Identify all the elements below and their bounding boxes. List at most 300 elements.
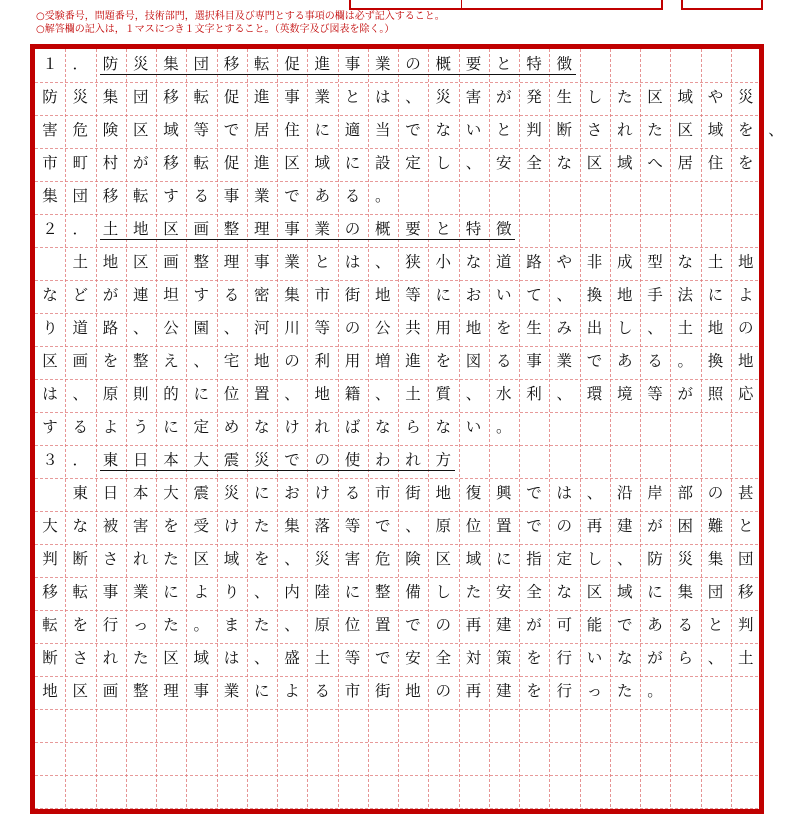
answer-char: の: [435, 682, 451, 700]
answer-char: を: [253, 550, 270, 568]
answer-char: 集: [677, 583, 693, 601]
answer-char: 害: [42, 121, 58, 139]
answer-char: 、: [465, 385, 482, 403]
answer-char: 利: [314, 352, 330, 370]
answer-char: た: [253, 517, 270, 535]
answer-char: 手: [647, 286, 663, 304]
answer-char: 画: [193, 220, 209, 238]
answer-char: 判: [526, 121, 542, 139]
answer-line[interactable]: [35, 280, 759, 313]
answer-char: の: [344, 319, 361, 337]
answer-char: を: [737, 121, 754, 139]
answer-char: 業: [223, 682, 240, 700]
answer-char: 水: [495, 385, 512, 403]
answer-char: 市: [42, 154, 58, 172]
answer-char: 。: [647, 682, 663, 700]
answer-char: し: [616, 319, 633, 337]
answer-sheet: [30, 44, 784, 814]
answer-char: 備: [405, 583, 421, 601]
answer-char: 。: [193, 616, 209, 634]
answer-char: 。: [495, 418, 512, 436]
answer-char: 住: [284, 121, 300, 139]
answer-char: 、: [374, 253, 391, 271]
answer-char: 地: [102, 253, 119, 271]
answer-char: 進: [253, 88, 270, 106]
answer-char: 定: [556, 550, 572, 568]
answer-char: 、: [253, 649, 270, 667]
answer-char: 道: [72, 319, 88, 337]
answer-char: い: [465, 121, 482, 139]
answer-char: け: [314, 484, 330, 502]
answer-line[interactable]: [35, 82, 759, 115]
answer-char: 業: [314, 88, 330, 106]
answer-char: ２: [42, 220, 58, 238]
answer-char: に: [253, 682, 270, 700]
answer-char: 置: [495, 517, 512, 535]
answer-char: た: [163, 616, 179, 634]
answer-char: 町: [72, 154, 88, 172]
answer-char: の: [405, 55, 421, 73]
answer-char: 行: [102, 616, 119, 634]
answer-char: 定: [193, 418, 209, 436]
answer-char: 籍: [344, 385, 361, 403]
answer-char: に: [647, 583, 663, 601]
answer-char: 岸: [647, 484, 663, 502]
answer-char: 移: [102, 187, 119, 205]
answer-char: う: [132, 418, 149, 436]
answer-char: は: [556, 484, 572, 502]
answer-char: な: [42, 286, 58, 304]
answer-char: り: [223, 583, 240, 601]
answer-char: 地: [465, 319, 482, 337]
answer-char: わ: [374, 451, 391, 469]
answer-char: お: [284, 484, 300, 502]
answer-char: 型: [647, 253, 663, 271]
answer-char: 業: [253, 187, 270, 205]
answer-char: 、: [374, 385, 391, 403]
answer-char: る: [193, 187, 209, 205]
answer-char: 困: [677, 517, 693, 535]
instruction-line-2: ○解答欄の記入は，１マスにつき１文字とすること。（英数字及び図表を除く。）: [36, 24, 395, 35]
answer-char: 概: [435, 55, 451, 73]
answer-char: 転: [253, 55, 270, 73]
answer-char: 、: [72, 385, 88, 403]
answer-char: で: [526, 517, 542, 535]
answer-char: 用: [344, 352, 361, 370]
answer-char: 陸: [314, 583, 330, 601]
answer-char: 定: [405, 154, 421, 172]
answer-char: 建: [495, 616, 512, 634]
answer-char: 村: [102, 154, 119, 172]
header-field-box-2[interactable]: [681, 0, 763, 10]
answer-char: 団: [72, 187, 88, 205]
answer-line[interactable]: [35, 181, 759, 214]
answer-char: 集: [42, 187, 58, 205]
answer-char: 土: [102, 220, 119, 238]
answer-char: な: [556, 154, 572, 172]
answer-char: る: [495, 352, 512, 370]
answer-char: 園: [193, 319, 209, 337]
answer-char: ら: [677, 649, 693, 667]
answer-char: は: [344, 253, 361, 271]
answer-char: 整: [132, 352, 149, 370]
answer-char: 方: [435, 451, 451, 469]
answer-line[interactable]: [35, 577, 759, 610]
answer-char: 土: [405, 385, 421, 403]
answer-char: 東: [72, 484, 88, 502]
answer-char: る: [314, 682, 330, 700]
header-field-box-1[interactable]: [349, 0, 663, 10]
answer-char: 進: [405, 352, 421, 370]
answer-char: ．: [72, 220, 88, 238]
answer-line[interactable]: [35, 610, 759, 643]
answer-char: 用: [435, 319, 451, 337]
answer-char: 理: [223, 253, 240, 271]
answer-char: 生: [556, 88, 572, 106]
answer-char: 安: [495, 583, 512, 601]
answer-char: し: [435, 154, 451, 172]
answer-char: 特: [465, 220, 482, 238]
answer-char: 域: [465, 550, 482, 568]
answer-char: 、: [284, 550, 300, 568]
answer-char: 区: [163, 220, 179, 238]
answer-char: る: [72, 418, 88, 436]
answer-char: 日: [132, 451, 149, 469]
answer-char: 能: [586, 616, 603, 634]
answer-char: 害: [465, 88, 482, 106]
answer-char: 照: [707, 385, 724, 403]
answer-char: 転: [72, 583, 88, 601]
answer-char: 可: [556, 616, 572, 634]
answer-char: え: [163, 352, 179, 370]
answer-char: 指: [526, 550, 542, 568]
answer-char: が: [132, 154, 149, 172]
answer-char: や: [556, 253, 572, 271]
answer-char: 画: [102, 682, 119, 700]
answer-char: 域: [314, 154, 330, 172]
answer-char: 復: [465, 484, 482, 502]
answer-char: 断: [42, 649, 58, 667]
answer-char: 成: [616, 253, 633, 271]
answer-char: れ: [132, 550, 149, 568]
answer-char: あ: [314, 187, 330, 205]
answer-line[interactable]: [35, 445, 759, 478]
answer-char: 特: [526, 55, 542, 73]
answer-char: 、: [556, 286, 572, 304]
answer-char: 災: [435, 88, 451, 106]
answer-char: 、: [556, 385, 572, 403]
answer-char: 市: [374, 484, 391, 502]
answer-char: 団: [193, 55, 209, 73]
answer-char: よ: [284, 682, 300, 700]
answer-char: ど: [72, 286, 88, 304]
answer-char: 本: [132, 484, 149, 502]
answer-char: た: [465, 583, 482, 601]
answer-char: 地: [707, 319, 724, 337]
answer-char: の: [344, 220, 361, 238]
answer-line[interactable]: [35, 742, 759, 775]
answer-char: 区: [677, 121, 693, 139]
answer-char: 図: [465, 352, 482, 370]
answer-char: 業: [284, 253, 300, 271]
answer-char: へ: [647, 154, 663, 172]
answer-char: 域: [616, 583, 633, 601]
answer-char: 則: [132, 385, 149, 403]
answer-char: な: [465, 253, 482, 271]
answer-char: 受: [193, 517, 209, 535]
answer-char: 転: [193, 88, 209, 106]
answer-char: 地: [253, 352, 270, 370]
answer-char: 画: [163, 253, 179, 271]
answer-char: た: [163, 550, 179, 568]
answer-char: 区: [435, 550, 451, 568]
answer-char: な: [374, 418, 391, 436]
answer-line[interactable]: [35, 412, 759, 445]
answer-char: 区: [42, 352, 58, 370]
answer-char: 徴: [495, 220, 512, 238]
answer-char: よ: [102, 418, 119, 436]
answer-char: 等: [314, 319, 330, 337]
answer-char: の: [435, 616, 451, 634]
answer-char: な: [253, 418, 270, 436]
answer-char: 災: [72, 88, 88, 106]
answer-char: さ: [586, 121, 603, 139]
answer-char: よ: [737, 286, 754, 304]
answer-char: 土: [737, 649, 754, 667]
answer-char: よ: [193, 583, 209, 601]
answer-line[interactable]: [35, 313, 759, 346]
answer-char: 路: [102, 319, 119, 337]
answer-char: 、: [616, 550, 633, 568]
answer-char: 大: [42, 517, 58, 535]
answer-char: 移: [223, 55, 240, 73]
answer-line[interactable]: [35, 643, 759, 676]
answer-char: 地: [132, 220, 149, 238]
answer-char: お: [465, 286, 482, 304]
header-field-divider: [461, 0, 462, 8]
answer-char: 位: [344, 616, 361, 634]
answer-char: 移: [737, 583, 754, 601]
answer-char: 建: [495, 682, 512, 700]
answer-char: 進: [314, 55, 330, 73]
answer-char: で: [284, 451, 300, 469]
answer-char: 被: [102, 517, 119, 535]
answer-char: 路: [526, 253, 542, 271]
answer-char: 策: [495, 649, 512, 667]
answer-char: 環: [586, 385, 603, 403]
answer-char: い: [586, 649, 603, 667]
answer-char: 等: [344, 649, 361, 667]
answer-line[interactable]: [35, 544, 759, 577]
answer-char: 。: [677, 352, 693, 370]
answer-char: 生: [526, 319, 542, 337]
answer-line[interactable]: [35, 346, 759, 379]
answer-char: の: [284, 352, 300, 370]
answer-char: 置: [253, 385, 270, 403]
answer-char: 行: [556, 682, 572, 700]
answer-char: 断: [556, 121, 572, 139]
answer-char: １: [42, 55, 58, 73]
answer-char: 川: [284, 319, 300, 337]
answer-char: 要: [465, 55, 482, 73]
answer-char: 土: [72, 253, 88, 271]
answer-char: を: [737, 154, 754, 172]
answer-line[interactable]: [35, 247, 759, 280]
answer-char: 等: [193, 121, 209, 139]
answer-line[interactable]: [35, 709, 759, 742]
answer-line[interactable]: [35, 115, 784, 148]
instructions: [36, 10, 736, 36]
answer-char: な: [556, 583, 572, 601]
answer-char: 盛: [284, 649, 300, 667]
answer-char: は: [42, 385, 58, 403]
answer-char: 事: [284, 220, 300, 238]
answer-char: 害: [344, 550, 361, 568]
answer-char: で: [223, 121, 240, 139]
answer-char: 土: [677, 319, 693, 337]
answer-char: に: [193, 385, 209, 403]
answer-char: 部: [677, 484, 693, 502]
answer-char: 安: [405, 649, 421, 667]
answer-char: 密: [253, 286, 270, 304]
answer-char: 、: [586, 484, 603, 502]
answer-char: 、: [284, 385, 300, 403]
answer-char: に: [495, 550, 512, 568]
answer-char: な: [72, 517, 88, 535]
answer-char: 域: [707, 121, 724, 139]
answer-char: を: [102, 352, 119, 370]
answer-line[interactable]: [35, 214, 759, 247]
answer-char: 、: [223, 319, 240, 337]
answer-char: が: [526, 616, 542, 634]
answer-char: 転: [132, 187, 149, 205]
answer-char: で: [284, 187, 300, 205]
answer-char: 地: [435, 484, 451, 502]
answer-char: て: [526, 286, 542, 304]
answer-char: 、: [707, 649, 724, 667]
answer-char: 災: [737, 88, 754, 106]
answer-char: 使: [344, 451, 361, 469]
answer-char: 事: [526, 352, 542, 370]
answer-char: と: [707, 616, 724, 634]
answer-line[interactable]: [35, 49, 759, 82]
answer-char: や: [707, 88, 724, 106]
answer-char: さ: [72, 649, 88, 667]
answer-line[interactable]: [35, 511, 759, 544]
answer-char: 居: [253, 121, 270, 139]
answer-char: っ: [132, 616, 149, 634]
answer-char: 防: [647, 550, 663, 568]
answer-char: ら: [405, 418, 421, 436]
answer-char: 理: [163, 682, 179, 700]
answer-char: 道: [495, 253, 512, 271]
answer-char: が: [495, 88, 512, 106]
answer-char: 原: [102, 385, 119, 403]
answer-char: な: [677, 253, 693, 271]
answer-char: 判: [737, 616, 754, 634]
answer-char: 区: [72, 682, 88, 700]
answer-char: 東: [102, 451, 119, 469]
answer-char: る: [647, 352, 663, 370]
answer-char: 画: [72, 352, 88, 370]
answer-char: 公: [374, 319, 391, 337]
answer-char: 険: [405, 550, 421, 568]
answer-char: 位: [465, 517, 482, 535]
answer-char: 要: [405, 220, 421, 238]
answer-char: の: [556, 517, 572, 535]
answer-line[interactable]: [35, 478, 759, 511]
answer-char: た: [253, 616, 270, 634]
answer-char: 促: [223, 88, 240, 106]
answer-line[interactable]: [35, 676, 759, 709]
answer-char: 置: [374, 616, 391, 634]
answer-char: 、: [132, 319, 149, 337]
answer-char: 小: [435, 253, 451, 271]
answer-line[interactable]: [35, 148, 759, 181]
answer-char: を: [435, 352, 451, 370]
answer-char: あ: [647, 616, 663, 634]
answer-char: 全: [435, 649, 451, 667]
answer-char: な: [616, 649, 633, 667]
answer-char: の: [314, 451, 330, 469]
answer-char: 団: [707, 583, 724, 601]
answer-char: [35, 478, 65, 511]
answer-char: 増: [374, 352, 391, 370]
answer-char: け: [284, 418, 300, 436]
answer-char: 事: [284, 88, 300, 106]
answer-char: な: [435, 418, 451, 436]
answer-char: 建: [616, 517, 633, 535]
answer-char: 促: [284, 55, 300, 73]
answer-char: 業: [132, 583, 149, 601]
answer-char: 概: [374, 220, 391, 238]
answer-char: 区: [193, 550, 209, 568]
answer-char: 団: [132, 88, 149, 106]
answer-char: に: [344, 583, 361, 601]
answer-char: 等: [344, 517, 361, 535]
answer-char: 居: [677, 154, 693, 172]
answer-line[interactable]: [35, 775, 759, 808]
answer-char: で: [616, 616, 633, 634]
answer-char: 地: [405, 682, 421, 700]
answer-char: 発: [526, 88, 542, 106]
answer-char: に: [163, 583, 179, 601]
answer-char: が: [647, 517, 663, 535]
answer-char: 事: [344, 55, 361, 73]
answer-char: っ: [586, 682, 603, 700]
answer-char: で: [374, 517, 391, 535]
answer-char: る: [344, 187, 361, 205]
answer-char: 業: [556, 352, 572, 370]
answer-char: 整: [193, 253, 209, 271]
answer-char: 当: [374, 121, 391, 139]
answer-char: 街: [344, 286, 361, 304]
answer-char: を: [163, 517, 179, 535]
answer-char: 、: [253, 583, 270, 601]
answer-char: 甚: [737, 484, 754, 502]
answer-char: 再: [586, 517, 603, 535]
answer-char: を: [526, 649, 542, 667]
answer-char: た: [616, 682, 633, 700]
answer-char: あ: [616, 352, 633, 370]
answer-char: 災: [223, 484, 240, 502]
answer-char: す: [42, 418, 58, 436]
answer-char: 災: [253, 451, 270, 469]
answer-char: 転: [42, 616, 58, 634]
answer-line[interactable]: [35, 379, 759, 412]
answer-char: 等: [405, 286, 421, 304]
answer-char: 坦: [163, 286, 179, 304]
